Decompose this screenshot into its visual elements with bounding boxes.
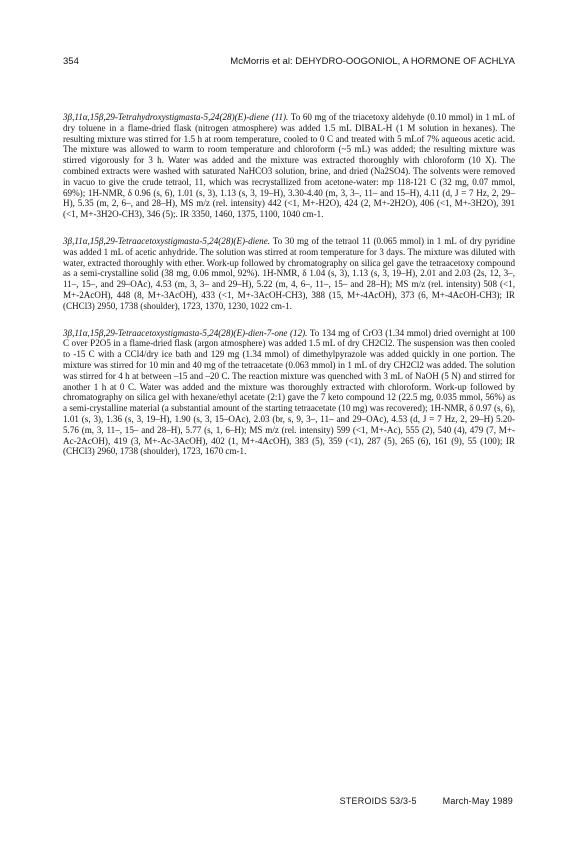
- paragraph: [63, 112, 515, 220]
- section-tetraacetoxy: [63, 236, 515, 312]
- running-title: McMorris et al: DEHYDRO-OOGONIOL, A HORMONE OF ACHLYA: [230, 56, 515, 67]
- section-heading: 3β,11α,15β,29-Tetrahydroxystigmasta-5,24(28)(E)-diene (11).: [63, 112, 289, 122]
- journal-issue: STEROIDS 53/3-5: [339, 796, 417, 806]
- section-tetraol: [63, 112, 515, 220]
- issue-date: March-May 1989: [442, 796, 513, 806]
- paragraph-text: To 30 mg of the tetraol 11 (0.065 mmol) in 1 mL of dry pyridine was added 1 mL of acetic anhydride. The solution was stirred at room temperature for 3 days. The mixture was diluted with water, extracted thoroughly with ether. Work-up followed by chromatography on silica gel gave the tetraacetoxy compound as a semi-crystalline solid (38 mg, 0.06 mmol, 92%). 1H-NMR, δ 1.04 (s, 3), 1.13 (s, 3, 19–H), 2.01 and 2.03 (2s, 12, 3–, 11–, 15–, and 29–OAc), 4.53 (m, 3, 3– and 29–H), 5.22 (m, 4, 6–, 11–, 15– and 28–H); MS m/z (rel. intensity) 508 (<1, M+-2AcOH), 448 (8, M+-3AcOH), 433 (<1, M+-3AcOH-CH3), 388 (15, M+-4AcOH), 373 (6, M+-4AcOH-CH3); IR (CHCl3) 2950, 1738 (shoulder), 1723, 1370, 1230, 1022 cm-1.: [63, 235, 516, 311]
- section-keto-compound: [63, 328, 515, 458]
- paragraph-text: To 134 mg of CrO3 (1.34 mmol) dried overnight at 100 C over P2O5 in a flame-dried flask (argon atmosphere) was added 1.5 mL of dry CH2Cl2. The suspension was then cooled to -15 C with a CCl4/dry ice bath and 129 mg (1.34 mmol) of dimethylpyrazole was added quickly in one portion. The mixture was stirred for 10 min and 40 mg of the tetraacetate (0.063 mmol) in 1 mL of dry CH2Cl2 was added. The solution was stirred for 4 h at between –15 and –20 C. The reaction mixture was quenched with 3 mL of NaOH (5 N) and stirred for another 1 h at 0 C. Water was added and the mixture was thoroughly extracted with chloroform. Work-up followed by chromatography on silica gel with hexane/ethyl acetate (2:1) gave the 7 keto compound 12 (22.5 mg, 0.035 mmol, 56%) as a semi-crystalline material (a substantial amount of the starting tetraacetate (10 mg) was recovered); 1H-NMR, δ 0.97 (s, 6), 1.01 (s, 3), 1.36 (s, 3, 19–H), 1.90 (s, 3, 15–OAc), 2.03 (br, s, 9, 3–, 11– and 29–OAc), 4.53 (d, J = 7 Hz, 2, 29–H) 5.20-5.76 (m, 3, 11–, 15– and 28–H), 5.77 (s, 1, 6–H); MS m/z (rel. intensity) 599 (<1, M+-Ac), 555 (2), 540 (4), 479 (7, M+-Ac-2AcOH), 419 (3, M+-Ac-3AcOH), 402 (1, M+-4AcOH), 383 (5), 359 (<1), 287 (5), 265 (6), 161 (9), 55 (100); IR (CHCl3) 2960, 1738 (shoulder), 1723, 1670 cm-1.: [63, 327, 515, 457]
- section-heading: 3β,11α,15β,29-Tetraacetoxystigmasta-5,24(28)(E)-diene.: [63, 235, 271, 246]
- page-footer: [340, 796, 513, 806]
- paragraph-text: To 60 mg of the triacetoxy aldehyde (0.10 mmol) in 1 mL of dry toluene in a flame-dried flask (nitrogen atmosphere) was added 1.5 mL DIBAL-H (1 M solution in hexanes). The resulting mixture was stirred for 1.5 h at room temperature, cooled to 0 C and treated with 5 mLof 7% aqueous acetic acid. The mixture was allowed to warm to room temperature and chloroform (~5 mL) was added; the resulting mixture was stirred vigorously for 3 h. Water was added and the mixture was extracted thoroughly with chloroform (10 X). The combined extracts were washed with saturated NaHCO3 solution, brine, and dried (Na2SO4). The solvents were removed in vacuo to give the crude tetraol, 11, which was recrystallized from acetone-water: mp 118-121 C (32 mg, 0.07 mmol, 69%); 1H-NMR, δ 0.96 (s, 6), 1.01 (s, 3), 1.13 (s, 3, 19–H), 3.30-4.40 (m, 3, 3–, 11– and 15–H), 4.11 (d, J = 7 Hz, 2, 29–H), 5.35 (m, 2, 6–, and 28–H), MS m/z (rel. intensity) 442 (<1, M+-H2O), 424 (2, M+-2H2O), 406 (<1, M+-3H2O), 391 (<1, M+-3H2O-CH3), 346 (5);. IR 3350, 1460, 1375, 1100, 1040 cm-1.: [63, 112, 516, 220]
- article-body: [63, 112, 515, 473]
- paragraph: [63, 236, 515, 312]
- page-number: 354: [63, 56, 79, 67]
- section-heading: 3β,11α,15β,29-Tetraacetoxystigmasta-5,24(28)(E)-dien-7-one (12).: [63, 327, 308, 338]
- paragraph: [63, 328, 515, 458]
